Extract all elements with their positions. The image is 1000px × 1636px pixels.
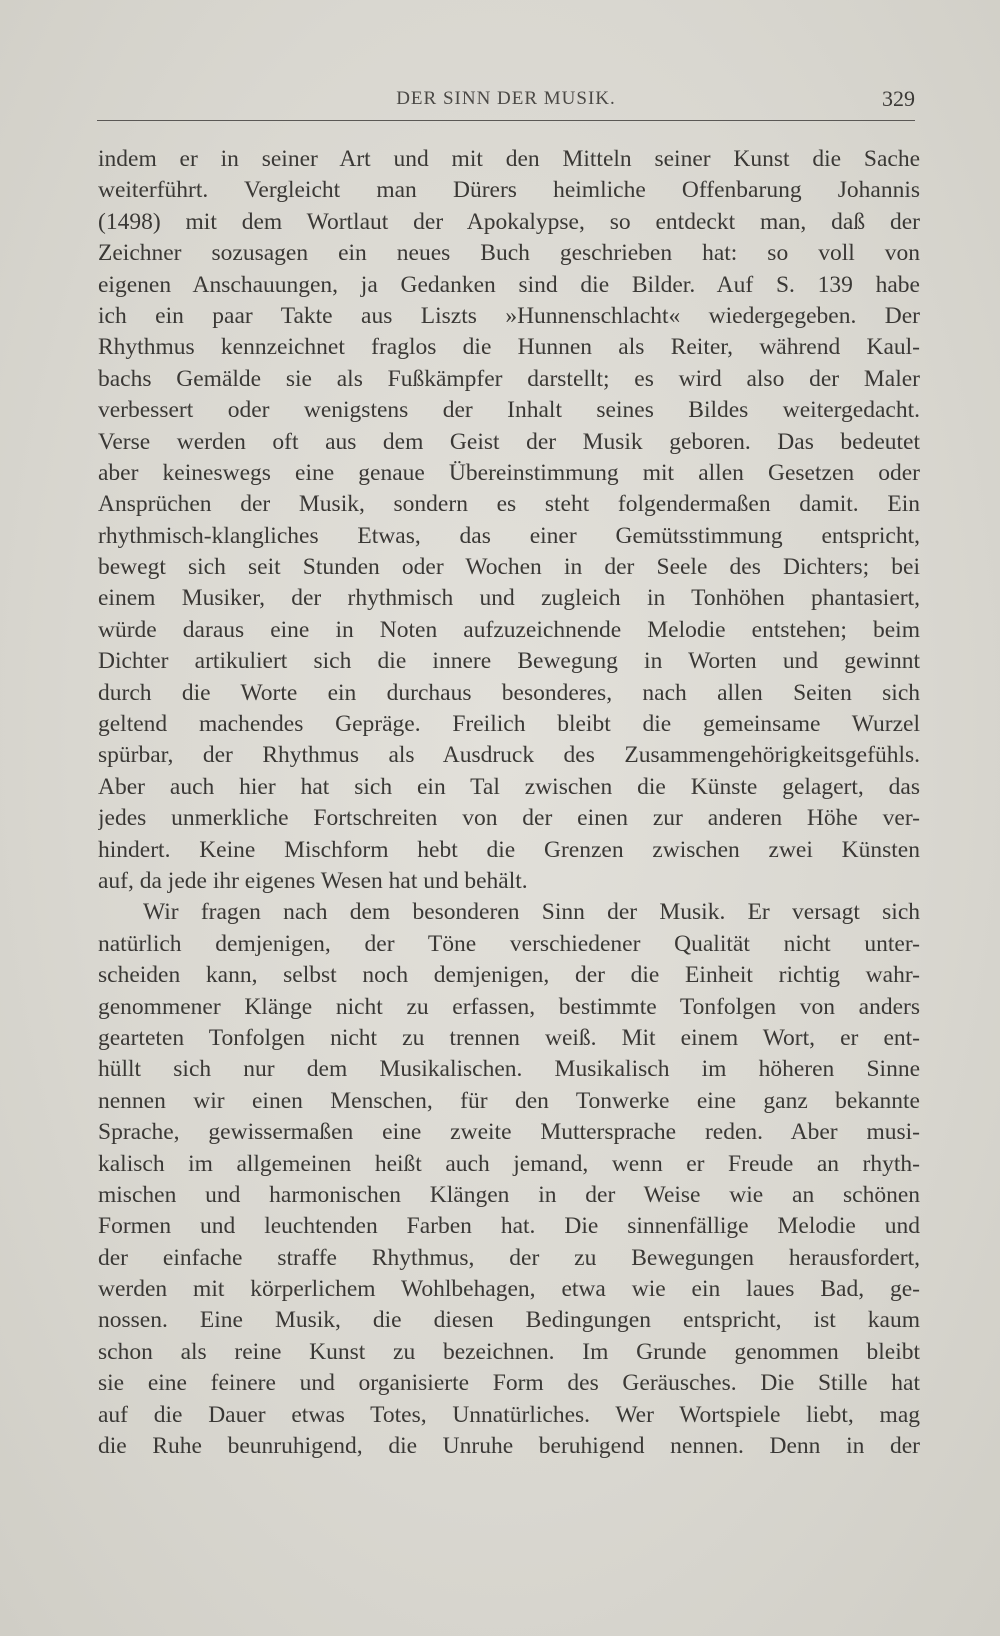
text-line: rhythmisch-klangliches Etwas, das einer Gemütsstimmung entspricht,: [98, 522, 920, 549]
text-line: verbessert oder wenigstens der Inhalt seines Bildes weitergedacht.: [98, 397, 920, 424]
text-line: sie eine feinere und organisierte Form des Geräusches. Die Stille hat: [98, 1370, 920, 1397]
text-line: scheiden kann, selbst noch demjenigen, der die Einheit richtig wahr-: [98, 962, 920, 989]
text-line: (1498) mit dem Wortlaut der Apokalypse, so entdeckt man, daß der: [98, 208, 920, 235]
text-line: hüllt sich nur dem Musikalischen. Musikalisch im höheren Sinne: [98, 1056, 920, 1083]
text-line: jedes unmerkliche Fortschreiten von der einen zur anderen Höhe ver-: [98, 805, 920, 832]
text-line: die Ruhe beunruhigend, die Unruhe beruhigend nennen. Denn in der: [98, 1433, 920, 1460]
page-number: 329: [882, 86, 915, 111]
text-line: werden mit körperlichem Wohlbehagen, etwa wie ein laues Bad, ge-: [98, 1276, 920, 1303]
text-line: Aber auch hier hat sich ein Tal zwischen die Künste gelagert, das: [98, 773, 920, 800]
text-line: würde daraus eine in Noten aufzuzeichnende Melodie entstehen; beim: [98, 616, 920, 643]
text-line: Rhythmus kennzeichnet fraglos die Hunnen als Reiter, während Kaul-: [98, 334, 920, 361]
text-line: bewegt sich seit Stunden oder Wochen in der Seele des Dichters; bei: [98, 554, 920, 581]
page-header: [97, 84, 915, 121]
running-title: DER SINN DER MUSIK.: [396, 88, 616, 109]
text-line: eigenen Anschauungen, ja Gedanken sind die Bilder. Auf S. 139 habe: [98, 271, 920, 298]
text-line: nennen wir einen Menschen, für den Tonwerke eine ganz bekannte: [98, 1087, 920, 1114]
text-line: bachs Gemälde sie als Fußkämpfer darstellt; es wird also der Maler: [98, 365, 920, 392]
paragraph-start-line: Wir fragen nach dem besonderen Sinn der Musik. Er versagt sich: [143, 899, 920, 926]
text-line: indem er in seiner Art und mit den Mitteln seiner Kunst die Sache: [98, 146, 920, 172]
text-line: der einfache straffe Rhythmus, der zu Bewegungen herausfordert,: [98, 1244, 920, 1271]
paragraph-end-line: auf, da jede ihr eigenes Wesen hat und behält.: [98, 867, 528, 894]
text-line: gearteten Tonfolgen nicht zu trennen weiß. Mit einem Wort, er ent-: [98, 1024, 920, 1051]
text-line: mischen und harmonischen Klängen in der Weise wie an schönen: [98, 1181, 920, 1208]
text-line: Dichter artikuliert sich die innere Bewegung in Worten und gewinnt: [98, 648, 920, 675]
text-line: aber keineswegs eine genaue Übereinstimmung mit allen Gesetzen oder: [98, 459, 920, 486]
text-line: Zeichner sozusagen ein neues Buch geschrieben hat: so voll von: [98, 240, 920, 267]
text-line: weiterführt. Vergleicht man Dürers heimliche Offenbarung Johannis: [98, 177, 920, 204]
text-line: durch die Worte ein durchaus besonderes, nach allen Seiten sich: [98, 679, 920, 706]
body-text: [98, 144, 920, 1462]
text-line: genommener Klänge nicht zu erfassen, bestimmte Tonfolgen von anders: [98, 993, 920, 1020]
text-line: einem Musiker, der rhythmisch und zugleich in Tonhöhen phantasiert,: [98, 585, 920, 612]
text-line: geltend machendes Gepräge. Freilich bleibt die gemeinsame Wurzel: [98, 711, 920, 738]
text-line: spürbar, der Rhythmus als Ausdruck des Zusammengehörigkeitsgefühls.: [98, 742, 920, 769]
text-line: natürlich demjenigen, der Töne verschiedener Qualität nicht unter-: [98, 930, 920, 957]
text-line: Formen und leuchtenden Farben hat. Die sinnenfällige Melodie und: [98, 1213, 920, 1240]
text-line: hindert. Keine Mischform hebt die Grenzen zwischen zwei Künsten: [98, 836, 920, 863]
text-line: Ansprüchen der Musik, sondern es steht folgendermaßen damit. Ein: [98, 491, 920, 518]
text-line: nossen. Eine Musik, die diesen Bedingungen entspricht, ist kaum: [98, 1307, 920, 1334]
text-line: Verse werden oft aus dem Geist der Musik geboren. Das bedeutet: [98, 428, 920, 455]
text-line: ich ein paar Takte aus Liszts »Hunnenschlacht« wiedergegeben. Der: [98, 302, 920, 329]
text-line: Sprache, gewissermaßen eine zweite Muttersprache reden. Aber musi-: [98, 1119, 920, 1146]
text-line: auf die Dauer etwas Totes, Unnatürliches. Wer Wortspiele liebt, mag: [98, 1401, 920, 1428]
text-line: schon als reine Kunst zu bezeichnen. Im Grunde genommen bleibt: [98, 1338, 920, 1365]
text-line: kalisch im allgemeinen heißt auch jemand, wenn er Freude an rhyth-: [98, 1150, 920, 1177]
